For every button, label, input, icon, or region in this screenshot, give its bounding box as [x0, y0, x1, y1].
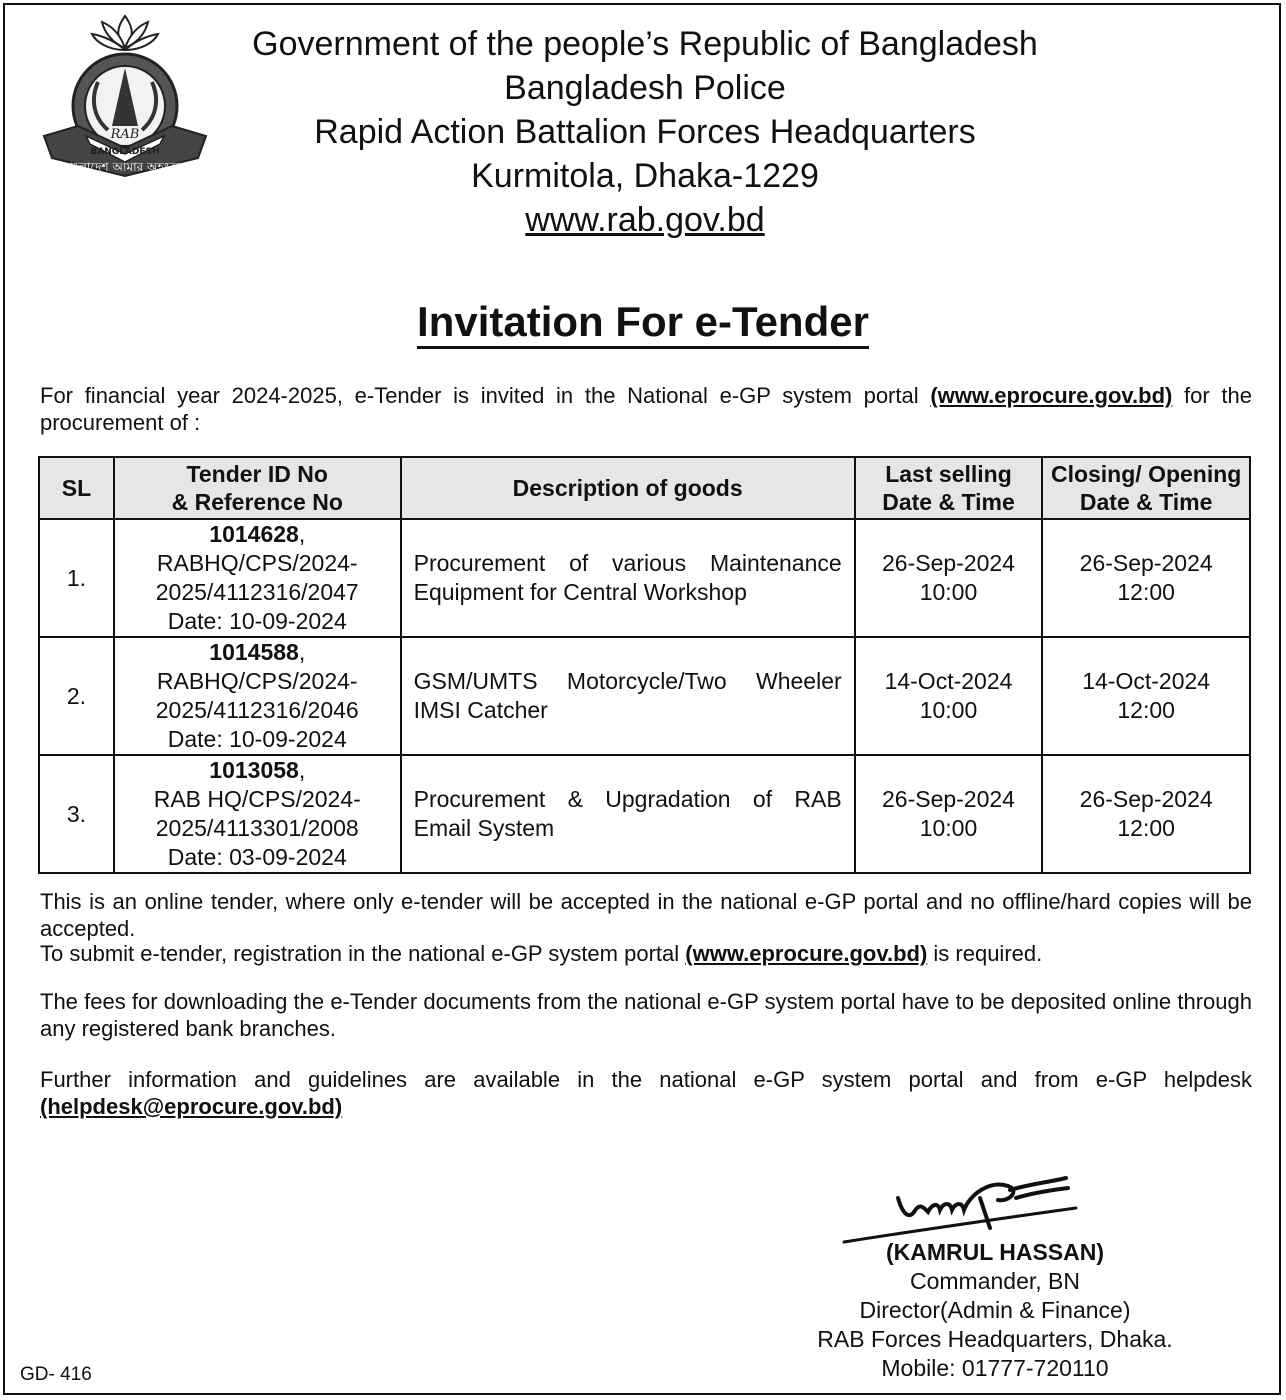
signatory-office: RAB Forces Headquarters, Dhaka.	[817, 1326, 1173, 1352]
cell-tender-id: 1013058, RAB HQ/CPS/2024- 2025/4113301/2008 Date: 03-09-2024	[114, 755, 401, 873]
registration-text-after: is required.	[927, 941, 1043, 966]
note-online-tender: This is an online tender, where only e-tender will be accepted in the national e-GP portal and no offline/hard copies will be accepted.	[40, 889, 1252, 941]
table-row	[39, 755, 1250, 873]
cell-description: Procurement & Upgradation of RAB Email System	[401, 755, 855, 873]
ribbon-text: BANGLADESH	[90, 147, 160, 157]
signatory-rank: Commander, BN	[909, 1268, 1080, 1294]
signatory-name: (KAMRUL HASSAN)	[885, 1239, 1105, 1265]
cell-description: Procurement of various Maintenance Equipment for Central Workshop	[401, 519, 855, 637]
signatory-mobile: Mobile: 01777-720110	[881, 1355, 1109, 1381]
note-further-info	[40, 1066, 1252, 1120]
intro-portal-link[interactable]: (www.eprocure.gov.bd)	[930, 383, 1173, 408]
cell-last-selling: 14-Oct-2024 10:00	[855, 637, 1043, 755]
cell-tender-id: 1014588, RABHQ/CPS/2024- 2025/4112316/2046 Date: 10-09-2024	[114, 637, 401, 755]
table-row	[39, 519, 1250, 637]
letterhead	[230, 22, 1060, 242]
header-government: Government of the people’s Republic of Bangladesh	[252, 25, 1038, 63]
cell-closing: 26-Sep-2024 12:00	[1042, 755, 1250, 873]
signature-block	[760, 1238, 1230, 1383]
document-code: GD- 416	[20, 1364, 92, 1385]
rab-emblem-logo	[38, 8, 213, 188]
further-info-text: Further information and guidelines are available in the national e-GP system portal and from e-GP helpdesk	[40, 1067, 1252, 1092]
col-header-sl: SL	[39, 457, 114, 519]
motto-text: বাংলাদেশ আমার অহংকার	[62, 160, 188, 174]
helpdesk-email-link[interactable]: (helpdesk@eprocure.gov.bd)	[40, 1094, 343, 1119]
cell-sl: 2.	[39, 637, 114, 755]
cell-sl: 1.	[39, 519, 114, 637]
registration-text-before: To submit e-tender, registration in the national e-GP system portal	[40, 941, 686, 966]
header-address: Kurmitola, Dhaka-1229	[471, 157, 819, 195]
cell-sl: 3.	[39, 755, 114, 873]
col-header-closing: Closing/ Opening Date & Time	[1042, 457, 1250, 519]
emblem-text: RAB	[110, 127, 140, 142]
col-header-tender-id: Tender ID No & Reference No	[114, 457, 401, 519]
col-header-description: Description of goods	[401, 457, 855, 519]
header-rab: Rapid Action Battalion Forces Headquarters	[314, 113, 976, 151]
cell-tender-id: 1014628, RABHQ/CPS/2024- 2025/4112316/2047 Date: 10-09-2024	[114, 519, 401, 637]
intro-paragraph	[40, 382, 1252, 436]
title-text: Invitation For e-Tender	[417, 298, 869, 349]
table-header-row	[39, 457, 1250, 519]
document-title	[0, 298, 1286, 346]
signatory-post: Director(Admin & Finance)	[859, 1297, 1131, 1323]
header-website-link[interactable]: www.rab.gov.bd	[525, 201, 765, 239]
cell-last-selling: 26-Sep-2024 10:00	[855, 519, 1043, 637]
table-row	[39, 637, 1250, 755]
registration-portal-link[interactable]: (www.eprocure.gov.bd)	[685, 941, 928, 966]
cell-closing: 26-Sep-2024 12:00	[1042, 519, 1250, 637]
cell-description: GSM/UMTS Motorcycle/Two Wheeler IMSI Catcher	[401, 637, 855, 755]
header-police: Bangladesh Police	[504, 69, 786, 107]
cell-closing: 14-Oct-2024 12:00	[1042, 637, 1250, 755]
col-header-last-selling: Last selling Date & Time	[855, 457, 1043, 519]
note-registration	[40, 940, 1252, 967]
note-fees: The fees for downloading the e-Tender documents from the national e-GP system portal have to be deposited online through any registered bank branches.	[40, 989, 1252, 1041]
intro-text-after: for the procurement of :	[40, 383, 1253, 435]
intro-text-before: For financial year 2024-2025, e-Tender is invited in the National e-GP system portal	[40, 383, 931, 408]
cell-last-selling: 26-Sep-2024 10:00	[855, 755, 1043, 873]
tender-table	[38, 456, 1251, 874]
